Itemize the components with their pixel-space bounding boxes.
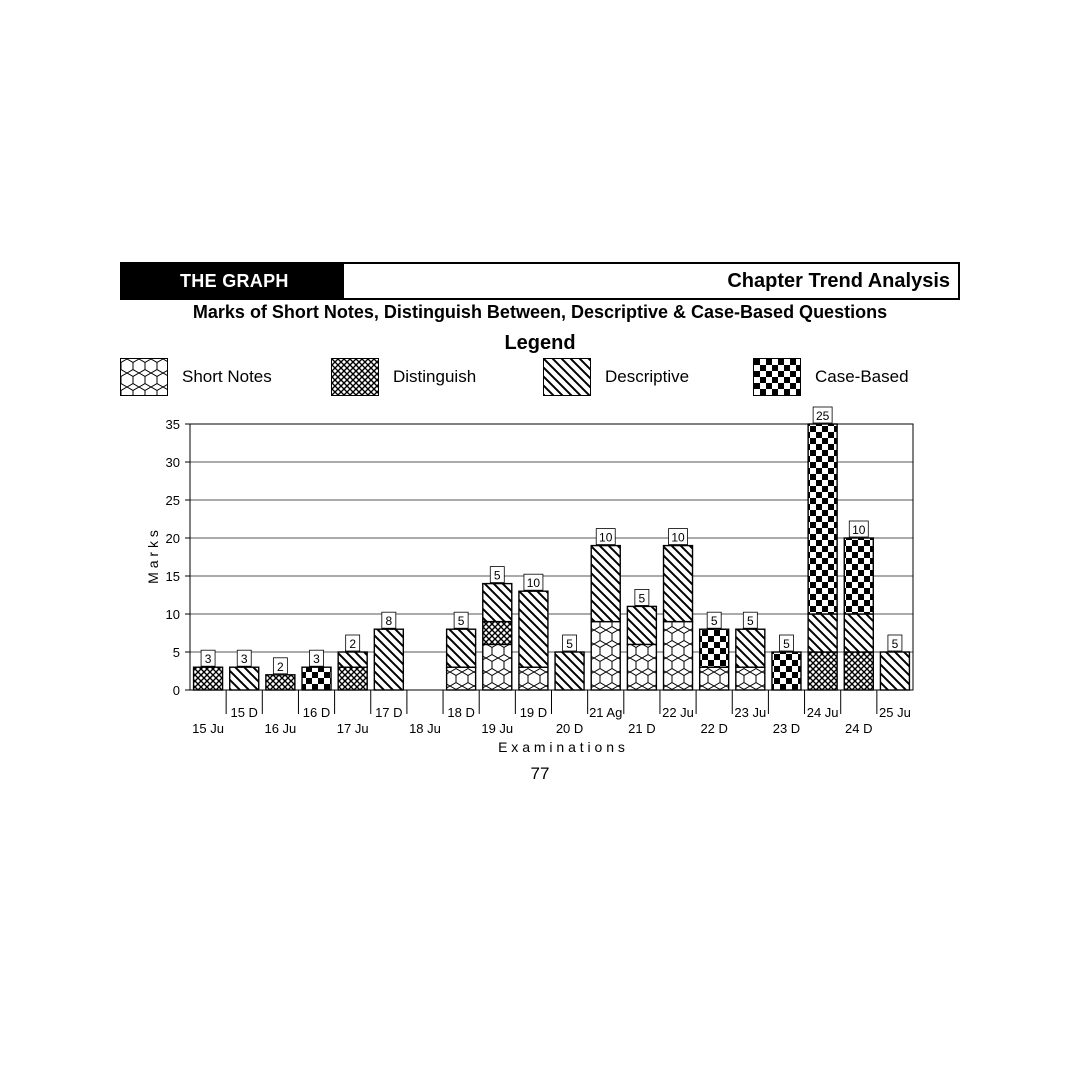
x-tick-label: 22 D: [700, 721, 728, 736]
data-label: 3: [204, 652, 212, 667]
bar-segment: [230, 667, 259, 690]
data-label: 2: [277, 659, 284, 674]
x-tick-label: 24 Ju: [806, 705, 839, 720]
y-tick-label: 35: [165, 417, 180, 432]
x-tick-label: 24 D: [845, 721, 873, 736]
bar-segment: [374, 629, 403, 690]
bar-segment: [591, 622, 620, 690]
data-label: 5: [638, 591, 646, 606]
data-label: 10: [671, 530, 685, 545]
y-axis-title: M a r k s: [145, 530, 161, 584]
bar-segment: [808, 614, 837, 652]
x-tick-label: 17 D: [375, 705, 403, 720]
data-label: 10: [526, 576, 541, 591]
data-label: 3: [240, 652, 248, 667]
bar-segment: [844, 652, 873, 690]
legend-title: Legend: [504, 332, 576, 354]
data-label: 5: [746, 614, 754, 629]
data-label: 5: [891, 637, 899, 651]
bar-segment: [519, 591, 548, 667]
bar-segment: [447, 629, 476, 667]
data-label: 5: [783, 637, 790, 651]
x-tick-label: 20 D: [555, 721, 584, 736]
x-tick-label: 18 D: [447, 705, 475, 720]
x-tick-label: 18 Ju: [409, 721, 441, 736]
bar-segment: [772, 652, 801, 690]
data-label: 5: [493, 568, 501, 583]
data-label: 10: [852, 523, 866, 537]
data-label: 5: [566, 637, 573, 651]
bar-segment: [880, 652, 909, 690]
legend-label: Descriptive: [605, 367, 690, 386]
bar-segment: [483, 644, 512, 690]
data-label: 10: [599, 530, 613, 545]
page-number: 77: [530, 764, 550, 783]
data-label: 5: [457, 614, 465, 629]
x-tick-label: 15 Ju: [192, 721, 224, 736]
legend-label: Distinguish: [393, 367, 477, 386]
x-axis-title: E x a m i n a t i o n s: [498, 739, 625, 755]
bar-segment: [591, 546, 620, 622]
data-label: 25: [815, 409, 830, 423]
bar-segment: [338, 652, 367, 667]
data-label: 8: [385, 614, 393, 629]
bar-segment: [700, 629, 729, 667]
plot-area: [145, 407, 913, 755]
plot-frame: [190, 424, 913, 690]
section-title: THE GRAPH: [122, 264, 344, 298]
bar-segment: [808, 424, 837, 614]
bar-segment: [808, 652, 837, 690]
bar-segment: [664, 622, 693, 690]
legend-label: Case-Based: [815, 367, 909, 386]
x-tick-label: 16 Ju: [264, 721, 297, 736]
bar-segment: [627, 644, 656, 690]
y-tick-label: 5: [172, 645, 180, 660]
y-tick-label: 0: [172, 683, 180, 698]
data-label: 5: [710, 614, 718, 629]
x-tick-label: 23 D: [772, 721, 801, 736]
x-tick-label: 23 Ju: [734, 705, 767, 720]
bar-segment: [627, 606, 656, 644]
x-tick-label: 15 D: [230, 705, 258, 720]
y-tick-label: 20: [165, 531, 180, 546]
bar-segment: [266, 675, 295, 690]
x-tick-label: 25 Ju: [879, 705, 911, 720]
bar-segment: [519, 667, 548, 690]
chart-subtitle: Marks of Short Notes, Distinguish Between, Descriptive & Case-Based Questions: [192, 302, 888, 322]
x-tick-label: 21 Ag: [589, 705, 623, 720]
bar-segment: [700, 667, 729, 690]
bar-segment: [194, 667, 223, 690]
bar-segment: [483, 584, 512, 622]
bar-segment: [338, 667, 367, 690]
x-tick-label: 19 Ju: [481, 721, 514, 736]
x-tick-label: 22 Ju: [662, 705, 694, 720]
x-tick-label: 16 D: [302, 705, 331, 720]
bar-segment: [302, 667, 331, 690]
bar-segment: [844, 538, 873, 614]
chapter-title: Chapter Trend Analysis: [727, 269, 950, 292]
x-tick-label: 19 D: [519, 705, 548, 720]
bar-segment: [555, 652, 584, 690]
x-tick-label: 17 Ju: [336, 721, 369, 736]
data-label: 2: [349, 637, 357, 651]
legend-label: Short Notes: [182, 367, 272, 386]
y-tick-label: 25: [165, 493, 180, 508]
bar-segment: [736, 629, 765, 667]
y-tick-label: 10: [165, 607, 180, 622]
data-label: 3: [313, 652, 320, 667]
bar-segment: [483, 622, 512, 645]
y-tick-label: 15: [165, 569, 180, 584]
bar-segment: [844, 614, 873, 652]
bar-segment: [664, 546, 693, 622]
x-tick-label: 21 D: [628, 721, 656, 736]
bar-segment: [736, 667, 765, 690]
y-tick-label: 30: [165, 455, 180, 470]
bar-segment: [447, 667, 476, 690]
